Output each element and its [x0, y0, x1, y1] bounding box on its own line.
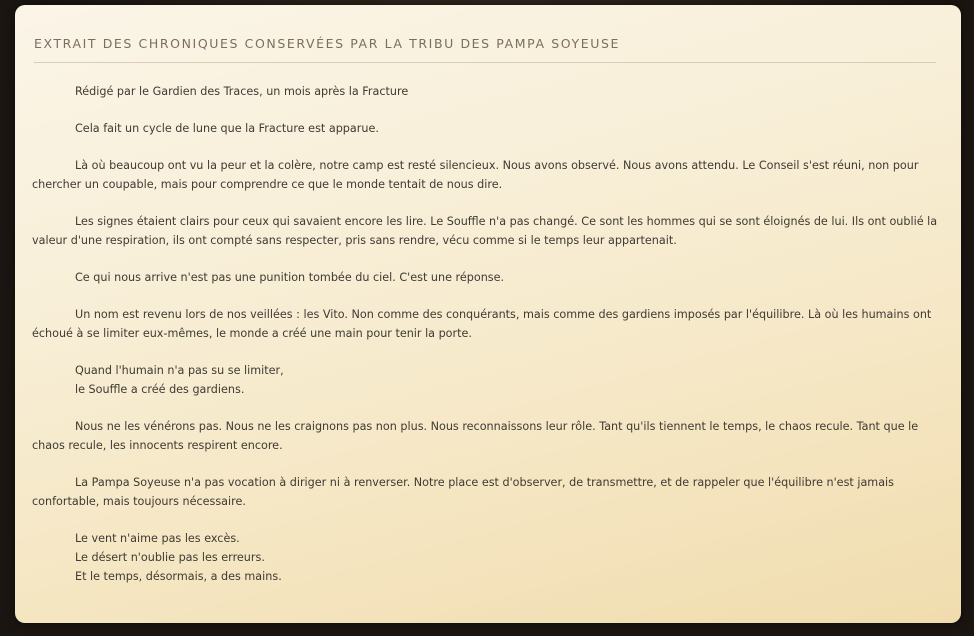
- verse-line: le Souffle a créé des gardiens.: [75, 383, 245, 396]
- text-paragraph: Ce qui nous arrive n'est pas une punition tombée du ciel. C'est une réponse.: [75, 271, 505, 284]
- text-paragraph: La Pampa Soyeuse n'a pas vocation à diriger ni à renverser. Notre place est d'observer, de transmettre, et de rappeler que l'équilibre n'est jamais confortable, mais toujours nécessaire.: [32, 476, 894, 508]
- verse-line: Le vent n'aime pas les excès.: [75, 532, 240, 545]
- verse-line: Et le temps, désormais, a des mains.: [75, 570, 282, 583]
- title-divider: [34, 62, 936, 63]
- text-paragraph: Nous ne les vénérons pas. Nous ne les craignons pas non plus. Nous reconnaissons leur rôle. Tant qu'ils tiennent le temps, le chaos recule. Tant que le chaos recule, les innocents respirent encore.: [32, 420, 919, 452]
- verse-line: Quand l'humain n'a pas su se limiter,: [75, 364, 284, 377]
- chronicle-panel: [15, 5, 961, 623]
- verse-stanza: [32, 361, 939, 399]
- text-paragraph: Un nom est revenu lors de nos veillées : les Vito. Non comme des conquérants, mais comme des gardiens imposés par l'équilibre. Là où les humains ont échoué à se limiter eux-mêmes, le monde a créé une main pour tenir la porte.: [32, 308, 932, 340]
- text-paragraph: Les signes étaient clairs pour ceux qui savaient encore les lire. Le Souffle n'a pas changé. Ce sont les hommes qui se sont éloignés de lui. Ils ont oublié la valeur d'une respiration, ils ont compté sans respecter, pris sans rendre, vécu comme si le temps leur appartenait.: [32, 215, 938, 247]
- verse-stanza: [32, 529, 939, 586]
- document-title: EXTRAIT DES CHRONIQUES CONSERVÉES PAR LA TRIBU DES PAMPA SOYEUSE: [34, 36, 621, 51]
- chronicle-body: [32, 82, 939, 604]
- byline-paragraph: Rédigé par le Gardien des Traces, un mois après la Fracture: [75, 85, 409, 98]
- text-paragraph: Là où beaucoup ont vu la peur et la colère, notre camp est resté silencieux. Nous avons observé. Nous avons attendu. Le Conseil s'est réuni, non pour chercher un coupable, mais pour comprendre ce que le monde tentait de nous dire.: [32, 159, 919, 191]
- verse-line: Le désert n'oublie pas les erreurs.: [75, 551, 265, 564]
- text-paragraph: Cela fait un cycle de lune que la Fracture est apparue.: [75, 122, 379, 135]
